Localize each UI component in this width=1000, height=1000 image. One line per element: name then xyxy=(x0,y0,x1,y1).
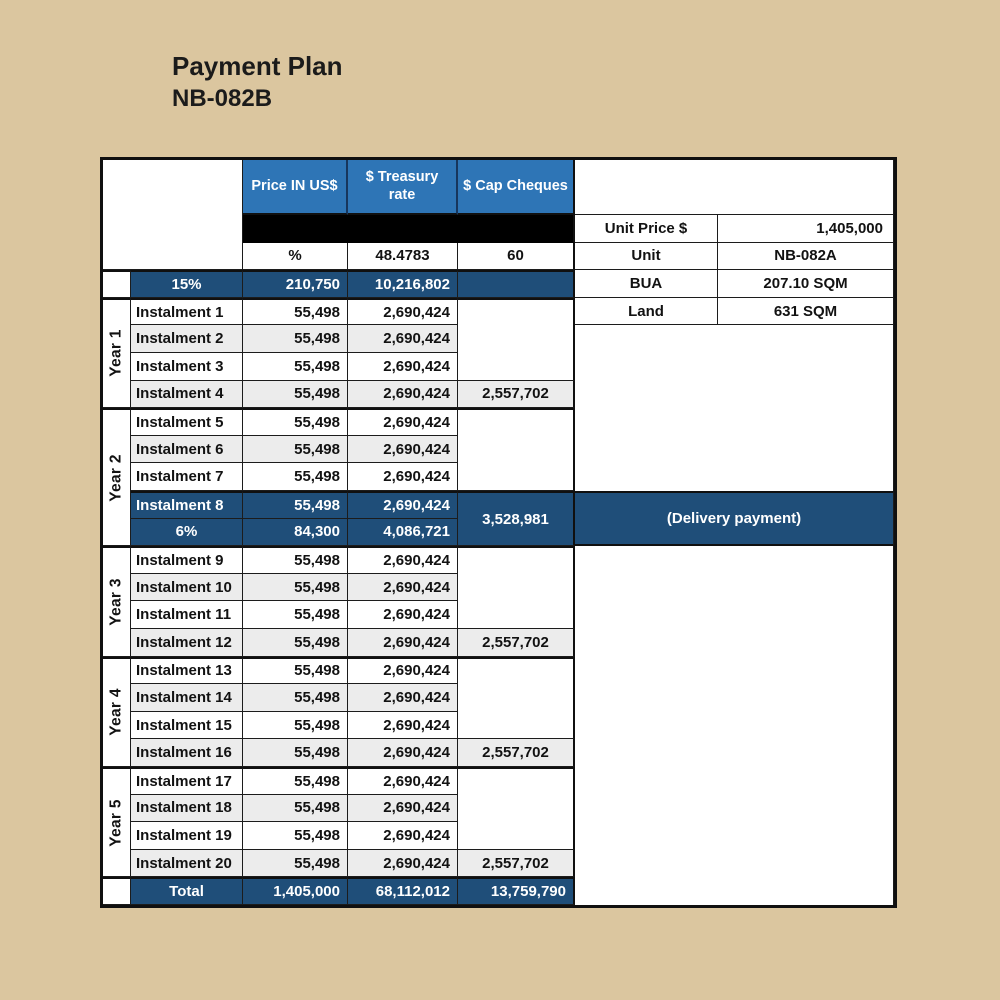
payment-plan-table xyxy=(100,157,897,908)
cap-cheque-value: 2,557,702 xyxy=(458,850,575,878)
instalment-price: 55,498 xyxy=(243,463,348,491)
instalment-label: Instalment 6 xyxy=(131,436,243,464)
land-label: Land xyxy=(575,298,718,326)
instalment-label: Instalment 5 xyxy=(131,408,243,436)
bua-value: 207.10 SQM xyxy=(718,270,894,298)
year-label-text: Year 2 xyxy=(107,453,125,502)
instalment-price: 55,498 xyxy=(243,601,348,629)
down-payment-price: 210,750 xyxy=(243,270,348,298)
right-bottom-empty-cell xyxy=(575,546,894,905)
instalment-treasury: 2,690,424 xyxy=(348,601,458,629)
instalment-treasury: 2,690,424 xyxy=(348,436,458,464)
instalment-label: Instalment 12 xyxy=(131,629,243,657)
year-label xyxy=(103,657,131,767)
delivery-cap-cheque-value: 3,528,981 xyxy=(458,491,575,546)
total-cap-cheques: 13,759,790 xyxy=(458,877,575,905)
unit-price-value: 1,405,000 xyxy=(718,215,894,243)
down-payment-label: 15% xyxy=(131,270,243,298)
instalment-treasury: 2,690,424 xyxy=(348,353,458,381)
instalment-price: 55,498 xyxy=(243,767,348,795)
instalment-label: Instalment 1 xyxy=(131,298,243,326)
instalment-label: Instalment 2 xyxy=(131,325,243,353)
unit-label: Unit xyxy=(575,243,718,271)
instalment-price: 55,498 xyxy=(243,408,348,436)
cap-cheques-empty-cell xyxy=(458,408,575,491)
instalment-price: 55,498 xyxy=(243,684,348,712)
instalment-price: 55,498 xyxy=(243,353,348,381)
instalment-price: 55,498 xyxy=(243,491,348,519)
instalment-label: Instalment 9 xyxy=(131,546,243,574)
instalment-treasury: 2,690,424 xyxy=(348,657,458,685)
header-price: Price IN US$ xyxy=(243,160,348,215)
instalment-price: 55,498 xyxy=(243,381,348,409)
year-label-text: Year 4 xyxy=(107,688,125,737)
instalment-label: Instalment 11 xyxy=(131,601,243,629)
instalment-treasury: 2,690,424 xyxy=(348,491,458,519)
instalment-label: Instalment 15 xyxy=(131,712,243,740)
delivery-price: 84,300 xyxy=(243,519,348,547)
total-treasury: 68,112,012 xyxy=(348,877,458,905)
cap-cheques-empty-cell xyxy=(458,657,575,740)
instalment-treasury: 2,690,424 xyxy=(348,739,458,767)
instalment-treasury: 2,690,424 xyxy=(348,629,458,657)
instalment-price: 55,498 xyxy=(243,795,348,823)
instalment-label: Instalment 19 xyxy=(131,822,243,850)
instalment-treasury: 2,690,424 xyxy=(348,463,458,491)
meta-treasury-rate-cell: 48.4783 xyxy=(348,243,458,271)
instalment-label: Instalment 8 xyxy=(131,491,243,519)
total-year-empty-cell xyxy=(103,877,131,905)
title-line-1: Payment Plan xyxy=(172,51,343,81)
down-payment-cap-empty xyxy=(458,270,575,298)
instalment-treasury: 2,690,424 xyxy=(348,381,458,409)
instalment-price: 55,498 xyxy=(243,574,348,602)
year-label xyxy=(103,298,131,408)
total-price: 1,405,000 xyxy=(243,877,348,905)
unit-value: NB-082A xyxy=(718,243,894,271)
cap-cheques-empty-cell xyxy=(458,546,575,629)
down-payment-year-empty-cell xyxy=(103,270,131,298)
top-left-empty-cell xyxy=(103,160,243,270)
total-label: Total xyxy=(131,877,243,905)
instalment-price: 55,498 xyxy=(243,546,348,574)
bua-label: BUA xyxy=(575,270,718,298)
header-treasury-rate: $ Treasury rate xyxy=(348,160,458,215)
cap-cheque-value: 2,557,702 xyxy=(458,381,575,409)
delivery-treasury: 4,086,721 xyxy=(348,519,458,547)
instalment-treasury: 2,690,424 xyxy=(348,408,458,436)
year-label-text: Year 3 xyxy=(107,578,125,626)
cap-cheques-empty-cell xyxy=(458,767,575,850)
delivery-payment-banner: (Delivery payment) xyxy=(575,491,894,546)
instalment-label: Instalment 14 xyxy=(131,684,243,712)
instalment-treasury: 2,690,424 xyxy=(348,546,458,574)
instalment-price: 55,498 xyxy=(243,325,348,353)
instalment-label: Instalment 17 xyxy=(131,767,243,795)
instalment-treasury: 2,690,424 xyxy=(348,325,458,353)
right-middle-empty-cell xyxy=(575,325,894,491)
instalment-label: Instalment 3 xyxy=(131,353,243,381)
page-title xyxy=(172,50,343,115)
instalment-label: Instalment 13 xyxy=(131,657,243,685)
meta-cheques-count-cell: 60 xyxy=(458,243,575,271)
cap-cheque-value: 2,557,702 xyxy=(458,739,575,767)
meta-percent-cell: % xyxy=(243,243,348,271)
instalment-price: 55,498 xyxy=(243,712,348,740)
instalment-label: Instalment 18 xyxy=(131,795,243,823)
instalment-label: Instalment 4 xyxy=(131,381,243,409)
instalment-price: 55,498 xyxy=(243,298,348,326)
unit-price-label: Unit Price $ xyxy=(575,215,718,243)
down-payment-treasury: 10,216,802 xyxy=(348,270,458,298)
instalment-treasury: 2,690,424 xyxy=(348,684,458,712)
black-band-row xyxy=(243,215,575,243)
instalment-treasury: 2,690,424 xyxy=(348,795,458,823)
instalment-treasury: 2,690,424 xyxy=(348,822,458,850)
year-label-text: Year 1 xyxy=(107,329,125,378)
right-top-empty-cell xyxy=(575,160,894,215)
instalment-price: 55,498 xyxy=(243,850,348,878)
instalment-price: 55,498 xyxy=(243,739,348,767)
instalment-label: Instalment 16 xyxy=(131,739,243,767)
instalment-price: 55,498 xyxy=(243,822,348,850)
instalment-label: Instalment 7 xyxy=(131,463,243,491)
instalment-treasury: 2,690,424 xyxy=(348,767,458,795)
instalment-price: 55,498 xyxy=(243,436,348,464)
cap-cheque-value: 2,557,702 xyxy=(458,629,575,657)
year-label xyxy=(103,767,131,877)
cap-cheques-empty-cell xyxy=(458,298,575,381)
instalment-label: Instalment 10 xyxy=(131,574,243,602)
instalment-price: 55,498 xyxy=(243,657,348,685)
title-line-2: NB-082B xyxy=(172,85,273,112)
year-label xyxy=(103,408,131,546)
year-label xyxy=(103,546,131,656)
instalment-price: 55,498 xyxy=(243,629,348,657)
instalment-treasury: 2,690,424 xyxy=(348,850,458,878)
header-cap-cheques: $ Cap Cheques xyxy=(458,160,575,215)
land-value: 631 SQM xyxy=(718,298,894,326)
instalment-treasury: 2,690,424 xyxy=(348,574,458,602)
delivery-percent-label: 6% xyxy=(131,519,243,547)
year-label-text: Year 5 xyxy=(107,798,125,847)
instalment-treasury: 2,690,424 xyxy=(348,298,458,326)
instalment-treasury: 2,690,424 xyxy=(348,712,458,740)
instalment-label: Instalment 20 xyxy=(131,850,243,878)
